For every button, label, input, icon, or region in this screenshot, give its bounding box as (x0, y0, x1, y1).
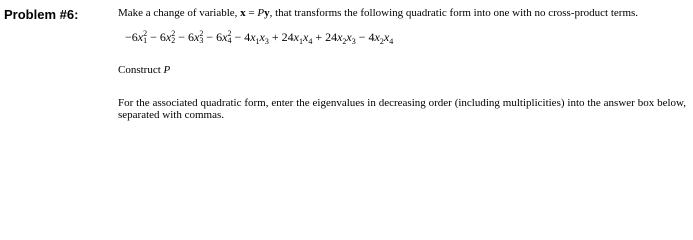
vector-x: x (240, 7, 246, 19)
term-sign: − (355, 30, 369, 44)
construct-text: Construct (118, 64, 164, 77)
term-sign: − (175, 30, 188, 44)
term-variable: x (383, 30, 390, 44)
term-subscript: 4 (389, 37, 394, 46)
cross-term (312, 30, 355, 44)
term-coefficient: 6 (216, 30, 223, 44)
term-coefficient: 4 (368, 30, 375, 44)
square-term (125, 30, 147, 44)
term-coefficient: 6 (188, 30, 194, 44)
vector-y: y (264, 7, 270, 19)
term-subscript: 4 (227, 36, 232, 46)
term-variable: x (137, 30, 144, 44)
intro-text-end: , that transforms the following quadratic form into one with no cross-product terms. (269, 7, 639, 19)
construct-matrix-p: P (163, 64, 171, 77)
term-sign: − (147, 30, 160, 44)
square-term (203, 30, 231, 44)
cross-term (231, 30, 268, 44)
problem-intro (118, 7, 686, 19)
term-subscript: 3 (264, 37, 269, 46)
term-coefficient: 6 (131, 30, 138, 44)
term-subscript: 1 (298, 37, 303, 46)
term-subscript: 1 (255, 37, 260, 46)
construct-instruction (118, 64, 686, 76)
term-sign: − (231, 30, 245, 44)
term-coefficient: 6 (159, 30, 166, 44)
term-exponent: 2 (143, 29, 148, 39)
term-variable: x (337, 30, 343, 44)
term-variable: x (165, 30, 172, 44)
problem-body (118, 7, 686, 121)
term-subscript: 1 (143, 36, 148, 46)
quadratic-form-formula (125, 30, 686, 44)
term-variable: x (293, 30, 299, 44)
term-subscript: 3 (199, 36, 204, 46)
term-subscript: 2 (342, 37, 347, 46)
term-variable: x (222, 30, 228, 44)
term-variable: x (302, 30, 309, 44)
term-coefficient: 24 (281, 30, 294, 44)
square-term (147, 30, 175, 44)
term-sign: − (125, 30, 132, 44)
term-sign: + (268, 30, 282, 44)
square-term (175, 30, 203, 44)
term-exponent: 2 (171, 29, 176, 39)
term-variable: x (194, 30, 200, 44)
term-subscript: 3 (351, 37, 356, 46)
term-variable: x (259, 30, 265, 44)
term-exponent: 2 (227, 29, 232, 39)
term-exponent: 2 (199, 29, 204, 39)
term-subscript: 2 (171, 36, 176, 46)
term-coefficient: 24 (325, 30, 338, 44)
term-variable: x (374, 30, 380, 44)
term-variable: x (346, 30, 352, 44)
equals-sign: = (245, 7, 258, 19)
term-sign: − (203, 30, 217, 44)
cross-term (356, 30, 393, 44)
term-coefficient: 4 (244, 30, 251, 44)
eigenvalue-instructions: For the associated quadratic form, enter the eigenvalues in decreasing order (including multiplicities) into the answer box below, separated with commas. (118, 97, 686, 122)
term-variable: x (250, 30, 256, 44)
term-subscript: 4 (308, 37, 313, 46)
cross-term (269, 30, 312, 44)
term-subscript: 2 (379, 37, 384, 46)
intro-text-start: Make a change of variable, (118, 7, 241, 19)
matrix-p: P (257, 7, 265, 19)
term-sign: + (312, 30, 326, 44)
problem-label: Problem #6: (4, 7, 79, 22)
